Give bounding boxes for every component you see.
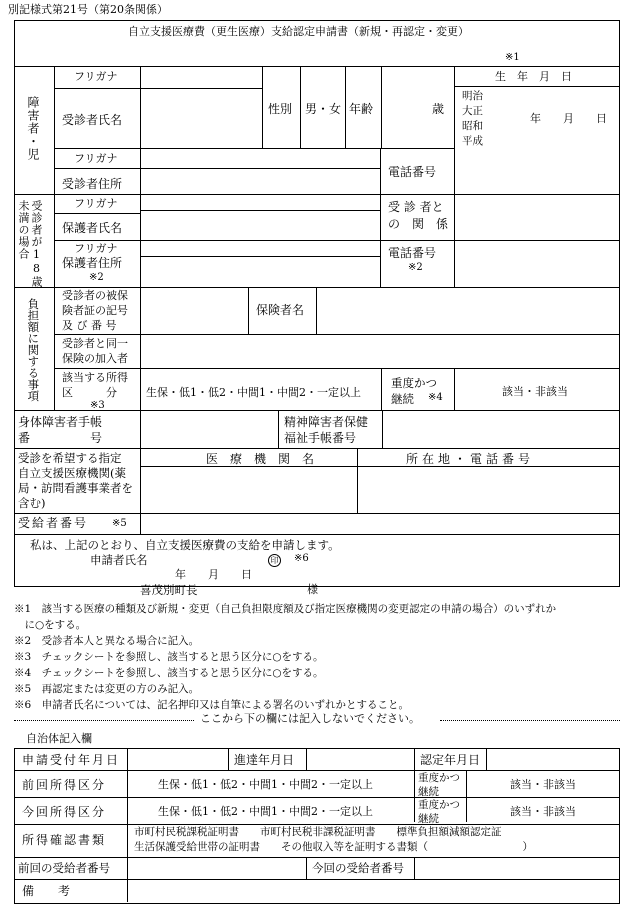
insurance-card-label-3: 及 び 番 号	[62, 319, 117, 332]
phone-label-2: 電話番号	[388, 246, 437, 260]
note-mark-2b: ※2	[408, 262, 423, 273]
location-phone-header: 所在地・電話番号	[406, 452, 535, 466]
rule	[14, 770, 620, 771]
minor-section-label: 受診者が18歳未満の場合	[17, 200, 43, 288]
addressee: 喜茂別町長	[140, 583, 198, 597]
sex-label: 性別	[268, 102, 293, 116]
rule	[380, 148, 381, 194]
rule	[14, 410, 620, 411]
form-number-label: 別記様式第21号（第20条関係）	[8, 3, 168, 16]
rule	[306, 857, 307, 879]
patient-section-label: 障害者・児	[26, 96, 40, 161]
rule	[414, 770, 415, 822]
note-1: ※1 該当する医療の種類及び新規・変更（自己負担限度額及び指定医療機関の変更認定の申請の場合）のいずれか	[14, 603, 557, 615]
rule	[248, 287, 249, 334]
remarks-label: 備 考	[22, 884, 71, 898]
burden-section-label: 負担額に関する事項	[26, 298, 41, 402]
mental-book-label-2: 福祉手帳番号	[284, 431, 357, 445]
rule	[54, 240, 620, 241]
application-statement: 私は、上記のとおり、自立支援医療費の支給を申請します。	[30, 538, 340, 552]
guardian-name-label: 保護者氏名	[62, 221, 123, 235]
note-4: ※4 チェックシートを参照し、該当すると思う区分に○をする。	[14, 667, 324, 679]
note-mark-2a: ※2	[89, 272, 104, 283]
rule	[140, 168, 380, 169]
note-mark-4: ※4	[428, 392, 443, 403]
same-insurance-label-2: 保険の加入者	[62, 352, 128, 365]
rule	[140, 513, 141, 534]
received-date-label: 申請受付年月日	[22, 753, 121, 767]
guardian-address-label: 保護者住所	[62, 256, 123, 270]
insurance-card-label-2: 険者証の記号	[62, 304, 128, 317]
certify-date-label: 認定年月日	[420, 753, 481, 767]
rule	[262, 66, 263, 148]
note-2: ※2 受診者本人と異なる場合に記入。	[14, 635, 200, 647]
designated-label-3: 局・訪問看護事業者を	[18, 481, 133, 495]
municipality-title: 自治体記入欄	[26, 732, 92, 745]
mental-book-label-1: 精神障害者保健	[284, 415, 369, 429]
rule	[54, 168, 140, 169]
note-mark-5: ※5	[112, 518, 127, 529]
rule	[140, 410, 141, 448]
birth-ymd: 年 月 日	[530, 112, 607, 125]
prev-severe-2: 継続	[418, 786, 439, 798]
seal-mark	[268, 553, 281, 567]
income-options[interactable]: 生保・低1・低2・中間1・中間2・一定以上	[146, 386, 361, 399]
rule	[454, 194, 455, 240]
seal-circle-icon: 印	[268, 554, 281, 567]
era-taisho: 大正	[462, 105, 483, 117]
note-3: ※3 チェックシートを参照し、該当すると思う区分に○をする。	[14, 651, 324, 663]
age-unit: 歳	[432, 102, 445, 116]
rule	[54, 66, 55, 410]
furigana-label-2: フリガナ	[74, 152, 118, 165]
rule	[414, 748, 415, 770]
rule	[466, 770, 467, 822]
addressee-sama: 様	[307, 583, 318, 596]
prev-income-options[interactable]: 生保・低1・低2・中間1・中間2・一定以上	[158, 778, 373, 791]
rule	[14, 66, 620, 67]
rule	[454, 66, 455, 148]
furigana-label-3: フリガナ	[74, 197, 118, 210]
insurance-card-label-1: 受診者の被保	[62, 289, 128, 302]
severe-label-1: 重度かつ	[391, 376, 437, 390]
birth-header: 生 年 月 日	[495, 70, 572, 83]
designated-label-2: 自立支援医療機関(薬	[18, 466, 126, 480]
relation-label-1: 受 診 者と	[388, 200, 444, 214]
prev-applicable[interactable]: 該当・非該当	[510, 778, 576, 791]
rule	[381, 66, 382, 148]
furigana-label-4: フリガナ	[74, 242, 118, 255]
prev-income-label: 前回所得区分	[22, 778, 107, 792]
insurer-name-label: 保険者名	[256, 303, 305, 317]
curr-recipient-label: 今回の受給者番号	[312, 861, 404, 875]
rule	[140, 466, 620, 467]
relation-label-2: の 関 係	[388, 217, 449, 231]
rule	[380, 194, 381, 240]
note-6: ※6 申請者氏名については、記名押印又は自筆による署名のいずれかとすること。	[14, 699, 409, 711]
rule	[381, 368, 382, 410]
designated-label-4: 含む)	[18, 496, 46, 510]
phone-label-1: 電話番号	[388, 165, 437, 179]
rule	[357, 448, 358, 513]
recipient-number-label: 受給者番号	[18, 516, 89, 530]
note-1-cont: に○をする。	[14, 619, 87, 631]
notes-list	[14, 601, 556, 713]
rule	[54, 213, 140, 214]
date-ymd: 年 月 日	[175, 568, 252, 581]
rule	[14, 513, 620, 514]
rule	[54, 148, 454, 149]
disability-book-label-1: 身体障害者手帳	[18, 415, 103, 429]
rule	[140, 256, 380, 257]
rule	[14, 857, 620, 858]
income-class-label-1: 該当する所得	[62, 371, 128, 384]
doc-line-1[interactable]: 市町村民税課税証明書 市町村民税非課税証明書 標準負担額減額認定証	[134, 826, 502, 838]
rule	[140, 66, 141, 410]
rule	[54, 88, 140, 89]
rule	[54, 368, 620, 369]
curr-applicable[interactable]: 該当・非該当	[510, 805, 576, 818]
era-showa: 昭和	[462, 120, 483, 132]
rule	[14, 720, 194, 721]
medical-institution-header: 医 療 機 関 名	[206, 452, 315, 466]
curr-income-options[interactable]: 生保・低1・低2・中間1・中間2・一定以上	[158, 805, 373, 818]
rule	[14, 287, 620, 288]
patient-address-label: 受診者住所	[62, 177, 123, 191]
era-list[interactable]	[462, 89, 483, 149]
rule	[140, 88, 262, 89]
rule	[440, 720, 620, 721]
rule	[454, 368, 455, 410]
forward-date-label: 進達年月日	[234, 753, 295, 767]
rule	[345, 66, 346, 148]
furigana-label-1: フリガナ	[74, 70, 118, 83]
curr-severe-2: 継続	[418, 813, 439, 825]
rule	[14, 448, 620, 449]
rule	[382, 410, 383, 448]
note-mark-6: ※6	[294, 553, 309, 564]
note-5: ※5 再認定または変更の方のみ記入。	[14, 683, 200, 695]
patient-name-label: 受診者氏名	[62, 113, 123, 127]
rule	[14, 879, 620, 880]
rule	[306, 748, 307, 770]
doc-line-2[interactable]: 生活保護受給世帯の証明書 その他収入等を証明する書類（ ）	[134, 841, 533, 853]
designated-label-1: 受診を希望する指定	[18, 451, 122, 465]
rule	[486, 748, 487, 770]
note-mark-1: ※1	[505, 52, 520, 63]
severe-label-2: 継続	[391, 392, 414, 406]
rule	[454, 148, 455, 194]
applicant-name-label: 申請者氏名	[90, 553, 148, 567]
income-confirm-label: 所得確認書類	[22, 833, 107, 847]
income-class-label-2: 区 分	[62, 386, 117, 399]
sex-options[interactable]: 男・女	[305, 102, 342, 116]
rule	[14, 824, 620, 825]
divider-text: ここから下の欄には記入しないでください。	[200, 712, 420, 725]
era-meiji: 明治	[462, 90, 483, 102]
rule	[454, 86, 620, 87]
curr-severe-1: 重度かつ	[418, 799, 460, 811]
rule	[454, 240, 455, 287]
prev-recipient-label: 前回の受給者番号	[18, 861, 110, 875]
era-heisei: 平成	[462, 135, 483, 147]
disability-book-label-2: 番 号	[18, 431, 103, 445]
rule	[54, 334, 620, 335]
rule	[414, 857, 415, 879]
rule	[140, 448, 141, 513]
rule	[278, 410, 279, 448]
rule	[316, 287, 317, 334]
rule	[300, 66, 301, 148]
rule	[140, 210, 380, 211]
rule	[14, 194, 620, 195]
prev-severe-1: 重度かつ	[418, 772, 460, 784]
form-title: 自立支援医療費（更生医療）支給認定申請書（新規・再認定・変更）	[128, 25, 469, 38]
rule	[14, 534, 620, 535]
same-insurance-label-1: 受診者と同一	[62, 337, 128, 350]
rule	[14, 797, 620, 798]
age-label: 年齢	[349, 102, 374, 116]
rule	[228, 748, 229, 770]
curr-income-label: 今回所得区分	[22, 805, 107, 819]
applicable-options-1[interactable]: 該当・非該当	[502, 385, 568, 398]
rule	[380, 240, 381, 287]
note-mark-3: ※3	[90, 400, 105, 411]
